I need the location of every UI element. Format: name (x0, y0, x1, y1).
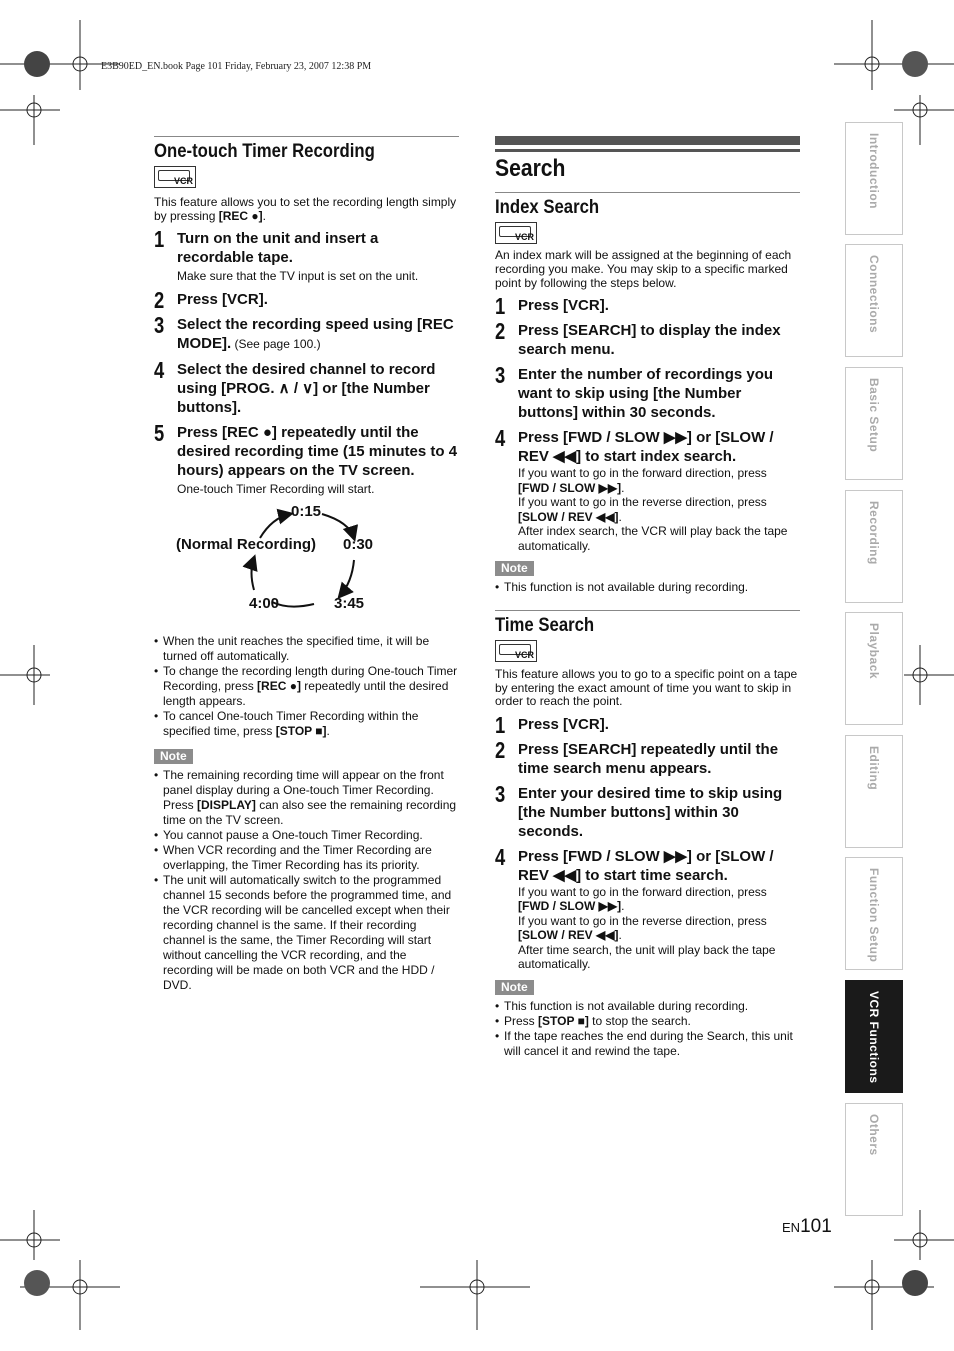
note-item (154, 828, 459, 843)
index-substeps (495, 466, 800, 553)
file-header: E3B90ED_EN.book Page 101 Friday, February 23, 2007 12:38 PM (101, 61, 372, 72)
time-substeps (495, 885, 800, 972)
bullet-item (154, 709, 459, 739)
step-text (518, 847, 800, 885)
index-step-list (495, 293, 800, 466)
step-item (495, 843, 800, 885)
step-text (518, 296, 800, 315)
note-item (495, 1014, 800, 1029)
step-number: 3 (495, 780, 506, 807)
time-search-title: Time Search (495, 615, 595, 636)
substep-line (518, 495, 800, 524)
step-number: 2 (495, 736, 506, 763)
step-item (495, 711, 800, 738)
step-number: 4 (495, 843, 506, 870)
chapter-tab[interactable] (845, 980, 903, 1093)
chapter-tab-label: Function Setup (867, 868, 881, 963)
time-label-0-30: 0:30 (343, 536, 374, 553)
time-intro: This feature allows you to go to a specific point on a tape by entering the exact amount of time you want to skip in order to reach the point. (495, 667, 798, 708)
chapter-tab[interactable] (845, 857, 903, 970)
step-subtext: One-touch Timer Recording will start. (177, 481, 375, 496)
step-number: 3 (495, 362, 506, 388)
text-segment: can also see the remaining recording time on the TV screen. (163, 798, 457, 827)
text-segment: . (621, 480, 625, 495)
text-segment: Press (504, 1013, 539, 1028)
title-bar-bottom (495, 149, 800, 152)
text-segment: After index search, the VCR will play back the tape automatically. (518, 524, 788, 553)
chapter-tab[interactable] (845, 122, 903, 235)
page-number (782, 1216, 832, 1238)
vcr-badge-icon: VCR (154, 166, 196, 188)
step-number: 5 (154, 419, 165, 446)
step-subtext: Make sure that the TV input is set on the unit. (177, 269, 419, 283)
chapter-tab-label: Recording (867, 501, 881, 565)
chapter-tab[interactable] (845, 612, 903, 725)
text-segment: . (621, 899, 625, 913)
page-prefix: EN (782, 1220, 801, 1235)
step-item (495, 318, 800, 359)
button-reference: [FWD / SLOW ▶▶] (518, 480, 622, 495)
intro-text: This feature allows you to set the recording length simply by pressing [REC ●]. (154, 195, 457, 223)
bullet-list (154, 634, 459, 739)
time-label-3-45: 3:45 (334, 595, 365, 612)
step-instruction: Enter the number of recordings you want to skip using [the Number buttons] within 30 seconds. (518, 366, 774, 421)
step-item (154, 226, 459, 284)
chapter-tab-label: Connections (867, 255, 881, 334)
step-instruction: Press [VCR]. (177, 290, 268, 308)
chapter-tab-label: VCR Functions (867, 991, 881, 1084)
vcr-badge-icon: VCR (495, 222, 537, 244)
text-segment: You cannot pause a One-touch Timer Recording. (163, 828, 423, 842)
page-num: 101 (800, 1216, 832, 1237)
step-text (177, 423, 459, 480)
step-number: 2 (495, 318, 506, 344)
step-item (495, 293, 800, 319)
step-number: 2 (154, 286, 165, 313)
substep-line (518, 524, 800, 553)
index-intro: An index mark will be assigned at the beginning of each recording you make. You may skip to a specific marked point by following the steps below. (495, 248, 792, 290)
title-bar-top (495, 136, 800, 145)
step-instruction: Select the recording speed using [REC MODE]. (177, 315, 454, 352)
substep-line (518, 914, 800, 943)
text-segment: If you want to go in the forward direction, press (518, 884, 767, 899)
note-badge: Note (154, 749, 193, 764)
step-instruction: Press [VCR]. (518, 715, 609, 733)
text-segment: repeatedly until the desired length appears. (163, 679, 449, 708)
bullet-item (154, 664, 459, 709)
time-label-0-15: 0:15 (291, 503, 322, 520)
time-step-list (495, 711, 800, 885)
step-text (177, 229, 459, 267)
index-note-list (495, 580, 800, 595)
section-rule (154, 136, 459, 137)
normal-recording-label: (Normal Recording) (176, 536, 317, 553)
note-list (154, 768, 459, 993)
step-item (154, 356, 459, 417)
substep-line (518, 466, 800, 495)
text-segment: This function is not available during recording. (504, 998, 749, 1013)
step-text (518, 428, 800, 466)
text-segment: If you want to go in the reverse direction, press (518, 913, 767, 928)
section-rule (495, 192, 800, 193)
page-reference: (See page 100.) (231, 336, 321, 351)
chapter-tab-label: Introduction (867, 133, 881, 209)
text-segment: After time search, the unit will play back the tape automatically. (518, 942, 776, 971)
button-reference: [DISPLAY] (197, 798, 256, 812)
step-instruction: Turn on the unit and insert a recordable tape. (177, 230, 379, 266)
chapter-tab-label: Playback (867, 623, 881, 680)
vcr-badge-icon: VCR (495, 640, 537, 662)
text-segment: To cancel One-touch Timer Recording within the specified time, press (163, 709, 419, 738)
step-number: 4 (495, 425, 506, 451)
note-item (495, 580, 800, 595)
section-title: One-touch Timer Recording (154, 141, 375, 162)
step-item (495, 425, 800, 466)
note-badge: Note (495, 980, 534, 995)
step-text (518, 740, 800, 778)
text-segment: This function is not available during recording. (504, 580, 749, 594)
text-segment: When VCR recording and the Timer Recording are overlapping, the Timer Recording has its priority. (163, 843, 432, 872)
button-reference: [FWD / SLOW ▶▶] (518, 899, 622, 913)
chapter-tab[interactable] (845, 244, 903, 357)
step-item (154, 286, 459, 313)
step-number: 1 (495, 293, 506, 319)
button-reference: [REC ●] (257, 679, 301, 693)
button-reference: [SLOW / REV ◀◀] (518, 928, 619, 942)
button-reference: [SLOW / REV ◀◀] (518, 509, 619, 524)
chapter-tab[interactable] (845, 1103, 903, 1216)
step-instruction: Press [SEARCH] repeatedly until the time search menu appears. (518, 740, 779, 777)
step-list (154, 226, 459, 496)
note-item (154, 843, 459, 873)
step-instruction: Press [FWD / SLOW ▶▶] or [SLOW / REV ◀◀] to start time search. (518, 847, 774, 884)
note-item (495, 1029, 800, 1059)
step-text (518, 321, 800, 359)
note-badge: Note (495, 561, 534, 576)
text-segment: . (618, 509, 622, 524)
step-item (154, 419, 459, 497)
step-item (495, 780, 800, 841)
note-item (154, 873, 459, 993)
chapter-tab-label: Others (867, 1114, 881, 1156)
step-instruction: Press [REC ●] repeatedly until the desired recording time (15 minutes to 4 hours) appears on the TV screen. (177, 423, 458, 479)
chapter-tab[interactable] (845, 490, 903, 603)
text-segment: When the unit reaches the specified time, it will be turned off automatically. (163, 634, 430, 663)
text-segment: To change the recording length during One-touch Timer Recording, press (163, 664, 458, 693)
step-instruction: Press [SEARCH] to display the index search menu. (518, 322, 781, 358)
step-text (177, 290, 459, 309)
step-instruction: Select the desired channel to record using [PROG. ∧ / ∨] or [the Number buttons]. (177, 360, 436, 416)
step-instruction: Enter your desired time to skip using [the Number buttons] within 30 seconds. (518, 784, 783, 840)
note-item (495, 999, 800, 1014)
step-text (518, 784, 800, 841)
step-number: 4 (154, 356, 165, 383)
text-segment: The remaining recording time will appear on the front panel display during a One-touch Timer Recording. Press (163, 768, 444, 812)
step-item (495, 362, 800, 422)
step-text (518, 715, 800, 734)
button-reference: [STOP ■] (275, 724, 327, 738)
chapter-tab-label: Editing (867, 746, 881, 791)
index-search-title: Index Search (495, 197, 600, 218)
substep-line (518, 943, 800, 972)
text-segment: to stop the search. (588, 1013, 691, 1028)
note-item (154, 768, 459, 828)
step-number: 1 (495, 711, 506, 738)
time-label-4-00: 4:00 (249, 595, 280, 612)
bullet-item (154, 634, 459, 664)
cycle-arrows (154, 502, 459, 624)
left-column (154, 136, 459, 993)
step-item (154, 311, 459, 354)
right-column (495, 136, 800, 1059)
step-instruction: Press [VCR]. (518, 297, 609, 314)
section-rule (495, 610, 800, 611)
substep-line (518, 885, 800, 914)
time-note-list (495, 999, 800, 1059)
step-item (495, 736, 800, 778)
step-text (177, 315, 459, 354)
text-segment: If the tape reaches the end during the Search, this unit will cancel it and rewind the tape. (504, 1028, 793, 1058)
chapter-tab[interactable] (845, 367, 903, 480)
text-segment: . (618, 928, 622, 942)
chapter-tab-label: Basic Setup (867, 378, 881, 453)
step-text (518, 365, 800, 422)
text-segment: . (326, 724, 330, 738)
chapter-tab[interactable] (845, 735, 903, 848)
text-segment: The unit will automatically switch to the programmed channel 15 seconds before the programmed time, and the VCR recording will be cancelled except when their recording channel is the same. If their recording channel is the same, the Timer Recording will start without cancelling the VCR recording, and the recording will be made on both VCR and the HDD / DVD. (163, 873, 452, 992)
step-instruction: Press [FWD / SLOW ▶▶] or [SLOW / REV ◀◀] to start index search. (518, 429, 774, 465)
text-segment: If you want to go in the reverse direction, press (518, 495, 767, 509)
search-title: Search (495, 155, 566, 182)
button-reference: [STOP ■] (538, 1013, 589, 1028)
time-cycle-diagram (154, 502, 459, 624)
text-segment: If you want to go in the forward direction, press (518, 466, 767, 480)
step-text (177, 360, 459, 417)
step-number: 3 (154, 311, 165, 338)
step-number: 1 (154, 226, 165, 252)
